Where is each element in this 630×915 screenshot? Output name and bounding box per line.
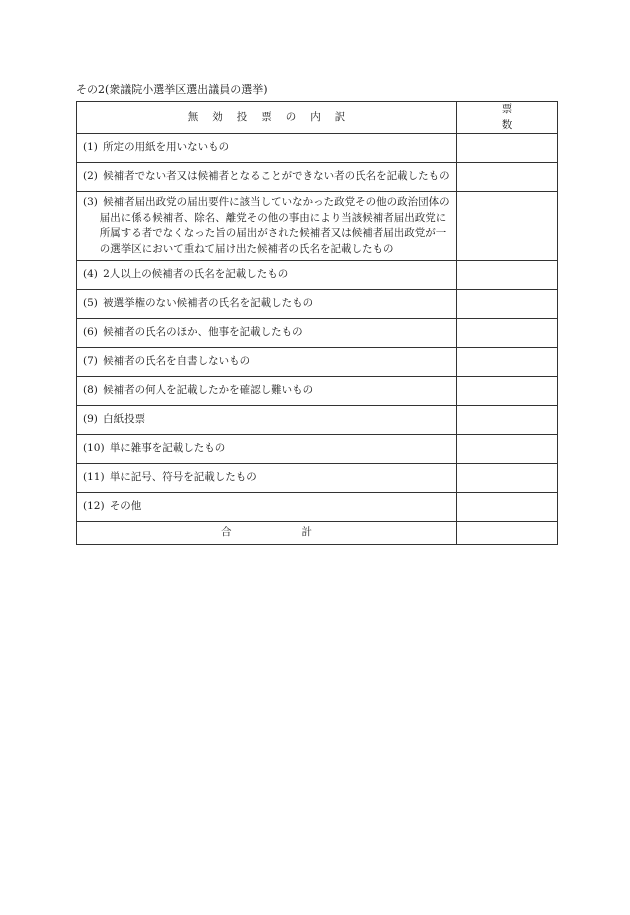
row-text-block bbox=[83, 499, 450, 515]
row-text-block bbox=[83, 441, 450, 457]
vote-count-cell[interactable] bbox=[457, 319, 558, 348]
invalid-votes-table bbox=[76, 101, 558, 545]
row-description bbox=[77, 464, 457, 493]
row-number: (5) bbox=[83, 297, 98, 310]
vote-count-cell[interactable] bbox=[457, 261, 558, 290]
row-text: 単に記号、符号を記載したもの bbox=[109, 471, 257, 484]
row-description bbox=[77, 493, 457, 522]
row-text-block bbox=[83, 169, 450, 185]
row-number: (1) bbox=[83, 141, 98, 154]
row-text: 白紙投票 bbox=[103, 413, 146, 426]
table-row bbox=[77, 348, 558, 377]
vote-count-cell[interactable] bbox=[457, 435, 558, 464]
row-number: (10) bbox=[83, 442, 105, 455]
row-number: (3) bbox=[83, 196, 98, 208]
vote-count-cell[interactable] bbox=[457, 377, 558, 406]
row-text-block bbox=[83, 296, 450, 312]
row-text: その他 bbox=[109, 500, 142, 513]
total-count-cell[interactable] bbox=[457, 522, 558, 545]
row-number: (9) bbox=[83, 413, 98, 426]
row-description bbox=[77, 377, 457, 406]
row-description bbox=[77, 261, 457, 290]
row-text: 単に雑事を記載したもの bbox=[109, 442, 226, 455]
row-text-block bbox=[83, 267, 450, 283]
vote-count-cell[interactable] bbox=[457, 406, 558, 435]
row-text-block bbox=[83, 325, 450, 341]
table-row bbox=[77, 493, 558, 522]
table-row bbox=[77, 261, 558, 290]
row-number: (8) bbox=[83, 384, 98, 397]
vote-count-cell[interactable] bbox=[457, 163, 558, 192]
row-text-block bbox=[83, 140, 450, 156]
table-row bbox=[77, 134, 558, 163]
table-row bbox=[77, 435, 558, 464]
row-text-block bbox=[83, 354, 450, 370]
row-text: 候補者でない者又は候補者となることができない者の氏名を記載したもの bbox=[103, 170, 450, 183]
row-text-block bbox=[83, 412, 450, 428]
row-text: 候補者の氏名のほか、他事を記載したもの bbox=[103, 326, 303, 339]
row-text: 2人以上の候補者の氏名を記載したもの bbox=[103, 268, 289, 281]
table-row bbox=[77, 163, 558, 192]
vote-count-cell[interactable] bbox=[457, 348, 558, 377]
row-text: 候補者の何人を記載したかを確認し難いもの bbox=[103, 384, 314, 397]
row-description bbox=[77, 290, 457, 319]
row-description bbox=[77, 192, 457, 261]
row-number: (12) bbox=[83, 500, 105, 513]
vote-count-cell[interactable] bbox=[457, 290, 558, 319]
row-number: (6) bbox=[83, 326, 98, 339]
vote-count-cell[interactable] bbox=[457, 192, 558, 261]
table-row bbox=[77, 377, 558, 406]
row-text: 候補者の氏名を自書しないもの bbox=[103, 355, 251, 368]
table-row bbox=[77, 464, 558, 493]
table-row bbox=[77, 406, 558, 435]
row-description bbox=[77, 163, 457, 192]
row-description bbox=[77, 134, 457, 163]
row-number: (4) bbox=[83, 268, 98, 281]
row-description bbox=[77, 348, 457, 377]
vote-count-cell[interactable] bbox=[457, 464, 558, 493]
row-text-block bbox=[83, 383, 450, 399]
vote-count-cell[interactable] bbox=[457, 493, 558, 522]
table-row bbox=[77, 192, 558, 261]
row-number: (7) bbox=[83, 355, 98, 368]
table-header-row bbox=[77, 102, 558, 134]
header-breakdown: 無効投票の内訳 bbox=[77, 102, 457, 134]
row-text: 所定の用紙を用いないもの bbox=[103, 141, 230, 154]
row-text: 候補者届出政党の届出要件に該当していなかった政党その他の政治団体の届出に係る候補者、除名、離党その他の事由により当該候補者届出政党に所属する者でなくなった旨の届出がされた候補者又は候補者届出政党が一の選挙区において重ねて届け出た候補者の氏名を記載したもの bbox=[99, 196, 450, 255]
row-text-block bbox=[83, 470, 450, 486]
table-row bbox=[77, 290, 558, 319]
table-row bbox=[77, 319, 558, 348]
row-description bbox=[77, 435, 457, 464]
page-heading: その2(衆議院小選挙区選出議員の選挙) bbox=[76, 83, 268, 96]
row-text-block bbox=[83, 195, 450, 257]
total-row bbox=[77, 522, 558, 545]
total-label: 合計 bbox=[77, 522, 457, 545]
vote-count-cell[interactable] bbox=[457, 134, 558, 163]
row-description bbox=[77, 406, 457, 435]
row-number: (11) bbox=[83, 471, 105, 484]
row-text: 被選挙権のない候補者の氏名を記載したもの bbox=[103, 297, 314, 310]
row-number: (2) bbox=[83, 170, 98, 183]
row-description bbox=[77, 319, 457, 348]
header-vote-count: 票数 bbox=[457, 102, 558, 134]
